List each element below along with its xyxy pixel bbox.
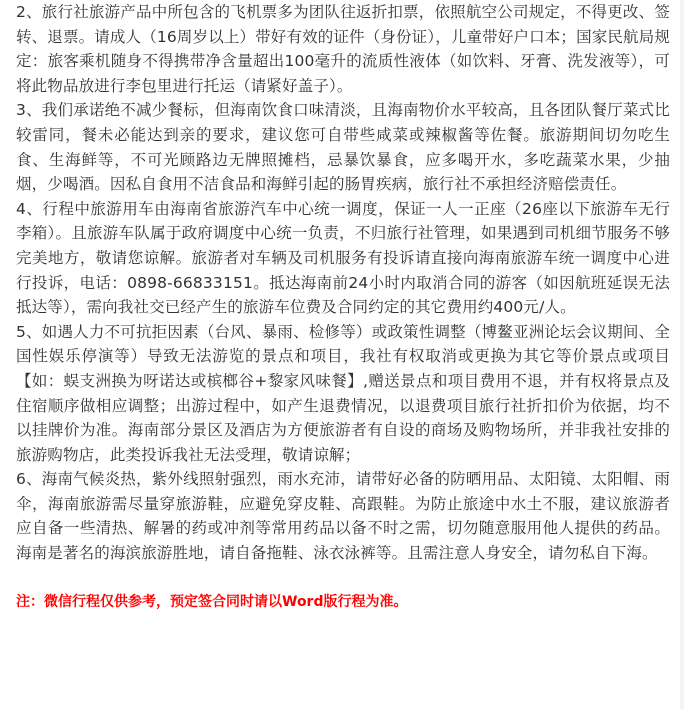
notice-content [16, 0, 670, 612]
paragraph-transport: 4、行程中旅游用车由海南省旅游汽车中心统一调度，保证一人一正座（26座以下旅游车无行李箱）。且旅游车队属于政府调度中心统一负责，不归旅行社管理，如果遇到司机细节服务不够完美地方，敬请您谅解。旅游者对车辆及司机服务有投诉请直接向海南旅游车统一调度中心进行投诉，电话：0898-66833151。抵达海南前24小时内取消合同的游客（如因航班延误无法抵达等），需向我社交已经产生的旅游车位费及合同约定的其它费用约400元/人。 [16, 199, 670, 317]
scrollbar-track[interactable] [680, 0, 684, 709]
paragraph-force-majeure: 5、如遇人力不可抗拒因素（台风、暴雨、检修等）或政策性调整（博鳌亚洲论坛会议期间、全国性娱乐停演等）导致无法游览的景点和项目，我社有权取消或更换为其它等价景点或项目【如：蜈支洲换为呀诺达或槟榔谷+黎家风味餐】,赠送景点和项目费用不退，并有权将景点及住宿顺序做相应调整；出游过程中，如产生退费情况，以退费项目旅行社折扣价为依据，均不以挂牌价为准。海南部分景区及酒店为方便旅游者有自设的商场及购物场所，并非我社安排的旅游购物店，此类投诉我社无法受理，敬请谅解； [16, 322, 670, 464]
footnote: 注：微信行程仅供参考，预定签合同时请以Word版行程为准。 [16, 593, 408, 610]
paragraph-weather: 6、海南气候炎热，紫外线照射强烈，雨水充沛，请带好必备的防晒用品、太阳镜、太阳帽、雨伞，海南旅游需尽量穿旅游鞋，应避免穿皮鞋、高跟鞋。为防止旅途中水土不服，建议旅游者应自备一些清热、解暑的药或冲剂等常用药品以备不时之需，切勿随意服用他人提供的药品。海南是著名的海滨旅游胜地，请自备拖鞋、泳衣泳裤等。且需注意人身安全，请勿私自下海。 [16, 470, 670, 563]
paragraph-meals: 3、我们承诺绝不减少餐标，但海南饮食口味清淡，且海南物价水平较高，且各团队餐厅菜式比较雷同，餐未必能达到亲的要求，建议您可自带些咸菜或辣椒酱等佐餐。旅游期间切勿吃生食、生海鲜等，不可光顾路边无牌照摊档，忌暴饮暴食，应多喝开水，多吃蔬菜水果，少抽烟，少喝酒。因私自食用不洁食品和海鲜引起的肠胃疾病，旅行社不承担经济赔偿责任。 [16, 101, 670, 194]
paragraph-flight-tickets: 2、旅行社旅游产品中所包含的飞机票多为团队往返折扣票，依照航空公司规定，不得更改、签转、退票。请成人（16周岁以上）带好有效的证件（身份证），儿童带好户口本；国家民航局规定：旅客乘机随身不得携带净含量超出100毫升的流质性液体（如饮料、牙膏、洗发液等），可将此物品放进行李包里进行托运（请紧好盖子）。 [16, 3, 670, 95]
spacer [16, 566, 670, 592]
